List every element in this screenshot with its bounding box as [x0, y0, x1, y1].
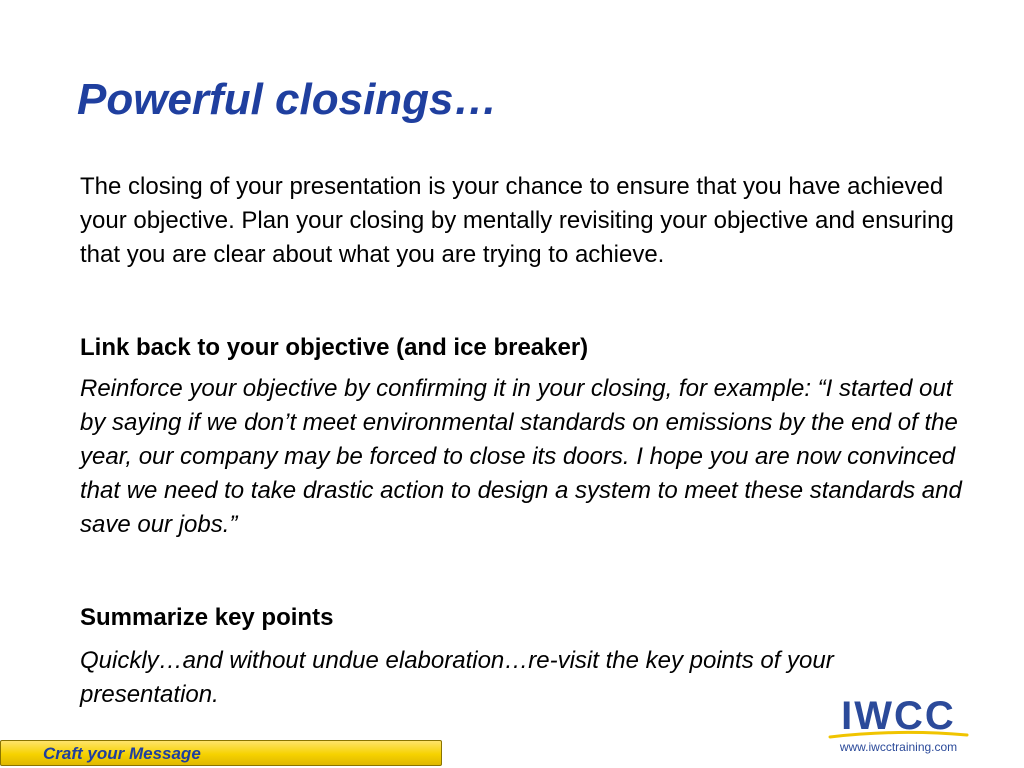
footer-bar: [0, 740, 442, 766]
section-heading-summarize: Summarize key points: [80, 604, 334, 631]
section-body-link-back: Reinforce your objective by confirming it in your closing, for example: “I started out by saying if we don’t meet environmental standards on emissions by the end of the year, our company may be forced to close its doors. I hope you are now convinced that we need to take drastic action to design a system to meet these standards and save our jobs.”: [80, 375, 962, 538]
footer-label: Craft your Message: [43, 744, 201, 763]
iwcc-logo: [826, 694, 971, 756]
slide-title: Powerful closings…: [77, 75, 498, 124]
logo-text: IWCC: [841, 694, 956, 738]
logo-url: www.iwcctraining.com: [839, 740, 958, 754]
section-body-summarize: Quickly…and without undue elaboration…re-visit the key points of your presentation.: [80, 647, 834, 708]
intro-paragraph: The closing of your presentation is your chance to ensure that you have achieved your objective. Plan your closing by mentally revisiting your objective and ensuring that you are clear about what you are trying to achieve.: [80, 173, 954, 268]
section-heading-link-back: Link back to your objective (and ice breaker): [80, 334, 589, 361]
swoosh-icon: [826, 728, 971, 740]
